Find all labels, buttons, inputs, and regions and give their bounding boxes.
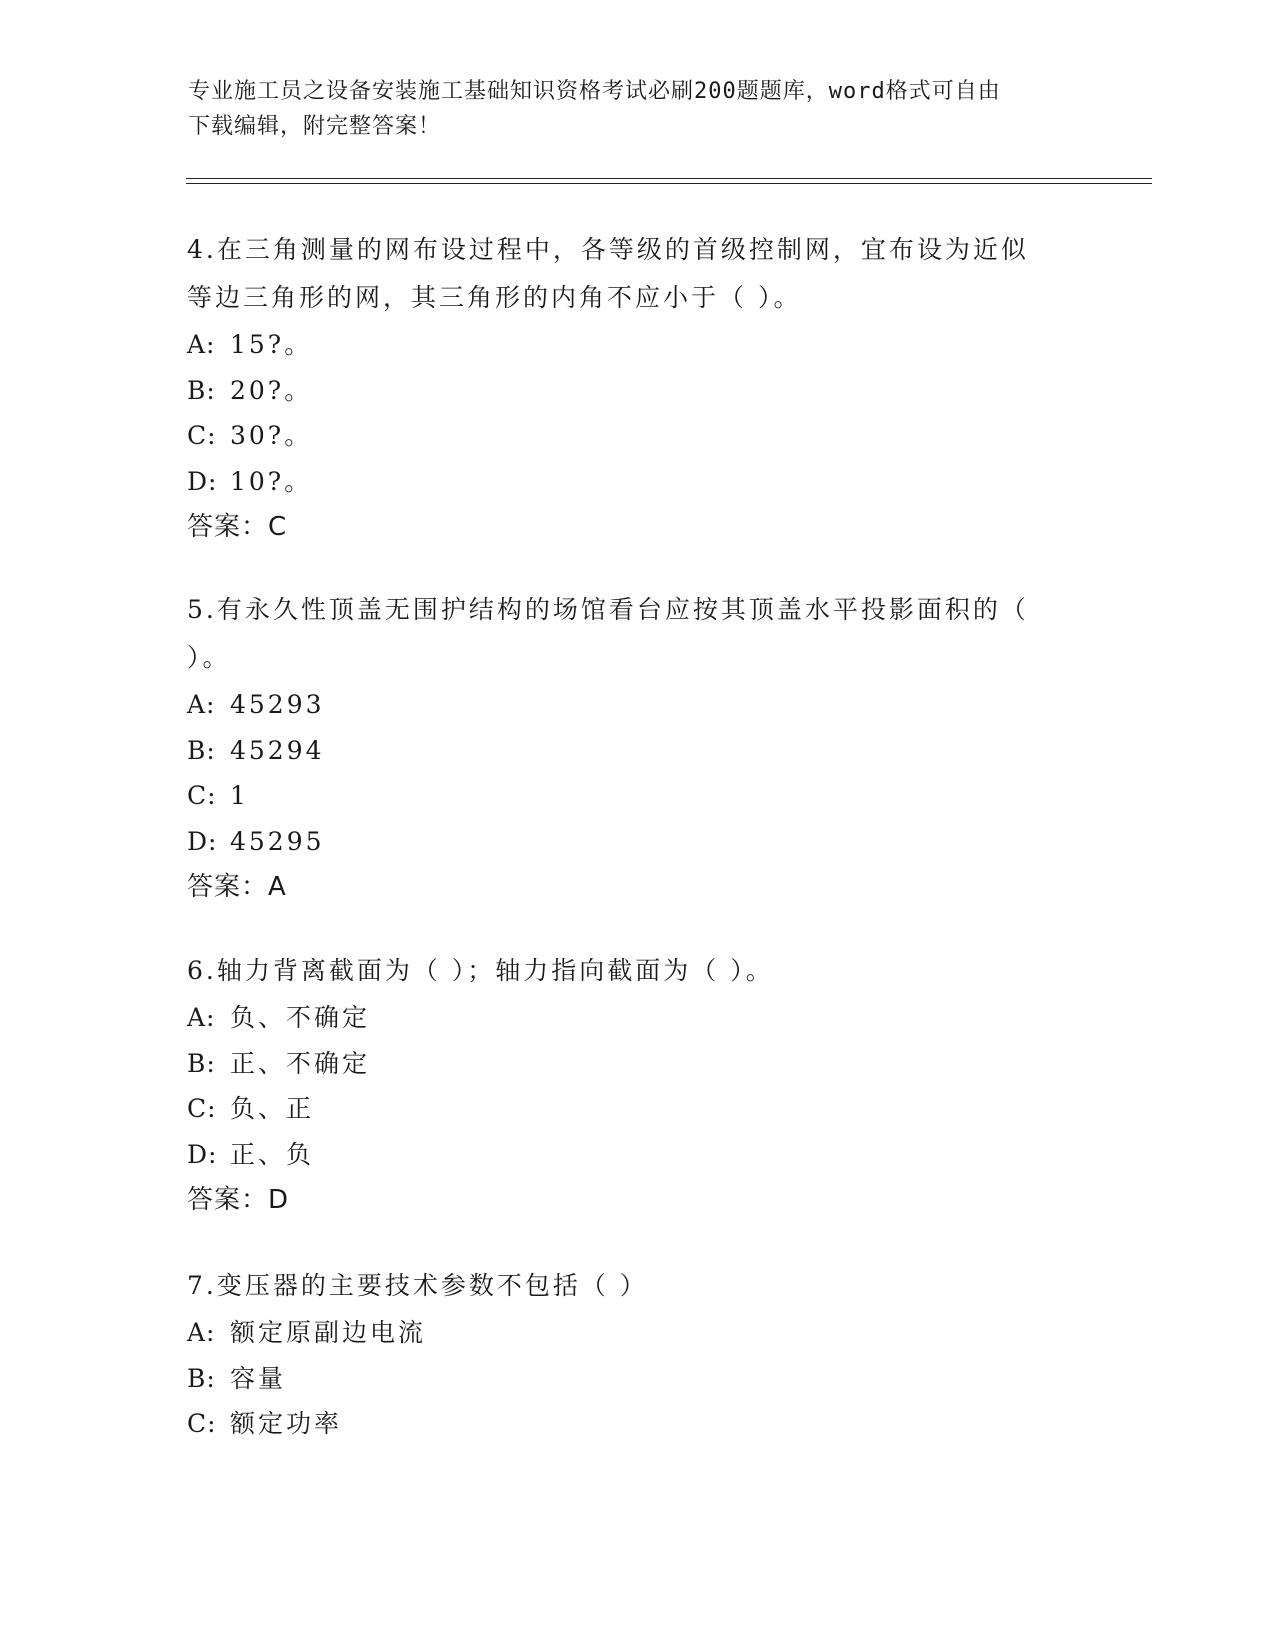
header-divider-top <box>186 178 1152 179</box>
option-text: 10?。 <box>230 466 313 496</box>
option-text: 45293 <box>230 690 325 719</box>
option-letter: A: <box>187 690 216 719</box>
option-a <box>187 322 1067 368</box>
option-text: 45295 <box>230 826 325 856</box>
option-a <box>187 995 1067 1041</box>
option-b <box>187 1041 1067 1087</box>
question-stem-line-1: 5.有永久性顶盖无围护结构的场馆看台应按其顶盖水平投影面积的（ <box>187 595 1029 624</box>
document-header <box>188 74 1078 144</box>
option-text: 额定功率 <box>230 1409 343 1438</box>
option-a <box>187 1310 1067 1356</box>
question-stem-line-1: 4.在三角测量的网布设过程中，各等级的首级控制网，宜布设为近似 <box>187 235 1029 264</box>
option-letter: C: <box>187 421 217 450</box>
header-divider-bottom <box>186 183 1152 184</box>
option-letter: B: <box>187 1363 216 1393</box>
option-b <box>187 368 1067 414</box>
answer-line: 答案：D <box>187 1185 290 1215</box>
option-letter: A: <box>187 1318 216 1347</box>
option-letter: B: <box>187 735 216 765</box>
option-letter: A: <box>187 330 216 359</box>
question-4 <box>187 226 1067 550</box>
option-letter: B: <box>187 1048 216 1078</box>
option-text: 1 <box>230 781 249 810</box>
option-letter: D: <box>187 466 218 496</box>
option-letter: C: <box>187 1094 217 1123</box>
option-text: 正、不确定 <box>230 1048 371 1078</box>
option-letter: A: <box>187 1003 216 1032</box>
option-d <box>187 1132 1067 1178</box>
question-stem-line-1: 7.变压器的主要技术参数不包括（ ） <box>187 1271 648 1300</box>
option-a <box>187 682 1067 728</box>
option-letter: D: <box>187 826 218 856</box>
option-text: 额定原副边电流 <box>230 1318 427 1347</box>
option-letter: C: <box>187 1409 217 1438</box>
option-text: 45294 <box>230 735 325 765</box>
question-stem <box>187 586 1067 682</box>
question-stem-line-1: 6.轴力背离截面为（ ）；轴力指向截面为（ ）。 <box>187 956 774 985</box>
answer-line: 答案：C <box>187 512 288 542</box>
option-text: 30?。 <box>230 421 313 450</box>
option-d <box>187 819 1067 865</box>
option-text: 20?。 <box>230 375 313 405</box>
option-text: 容量 <box>230 1363 287 1393</box>
question-stem-line-2: ）。 <box>187 643 231 672</box>
option-d <box>187 459 1067 505</box>
question-stem-line-2: 等边三角形的网，其三角形的内角不应小于（ ）。 <box>187 283 802 312</box>
option-b <box>187 728 1067 774</box>
option-text: 15?。 <box>230 330 313 359</box>
option-letter: C: <box>187 781 217 810</box>
option-c <box>187 773 1067 819</box>
option-c <box>187 1401 1067 1447</box>
question-stem <box>187 226 1067 322</box>
answer-line: 答案：A <box>187 872 287 902</box>
option-c <box>187 1086 1067 1132</box>
question-7 <box>187 1262 1067 1447</box>
option-letter: B: <box>187 375 216 405</box>
option-text: 负、正 <box>230 1094 315 1123</box>
option-letter: D: <box>187 1139 218 1169</box>
option-c <box>187 413 1067 459</box>
question-stem <box>187 947 1067 995</box>
option-b <box>187 1356 1067 1402</box>
option-text: 正、负 <box>230 1139 315 1169</box>
header-line-1: 专业施工员之设备安装施工基础知识资格考试必刷200题题库，word格式可自由 <box>188 79 1001 104</box>
question-stem <box>187 1262 1067 1310</box>
header-line-2: 下载编辑，附完整答案！ <box>188 114 442 139</box>
question-6 <box>187 947 1067 1223</box>
option-text: 负、不确定 <box>230 1003 371 1032</box>
question-5 <box>187 586 1067 910</box>
